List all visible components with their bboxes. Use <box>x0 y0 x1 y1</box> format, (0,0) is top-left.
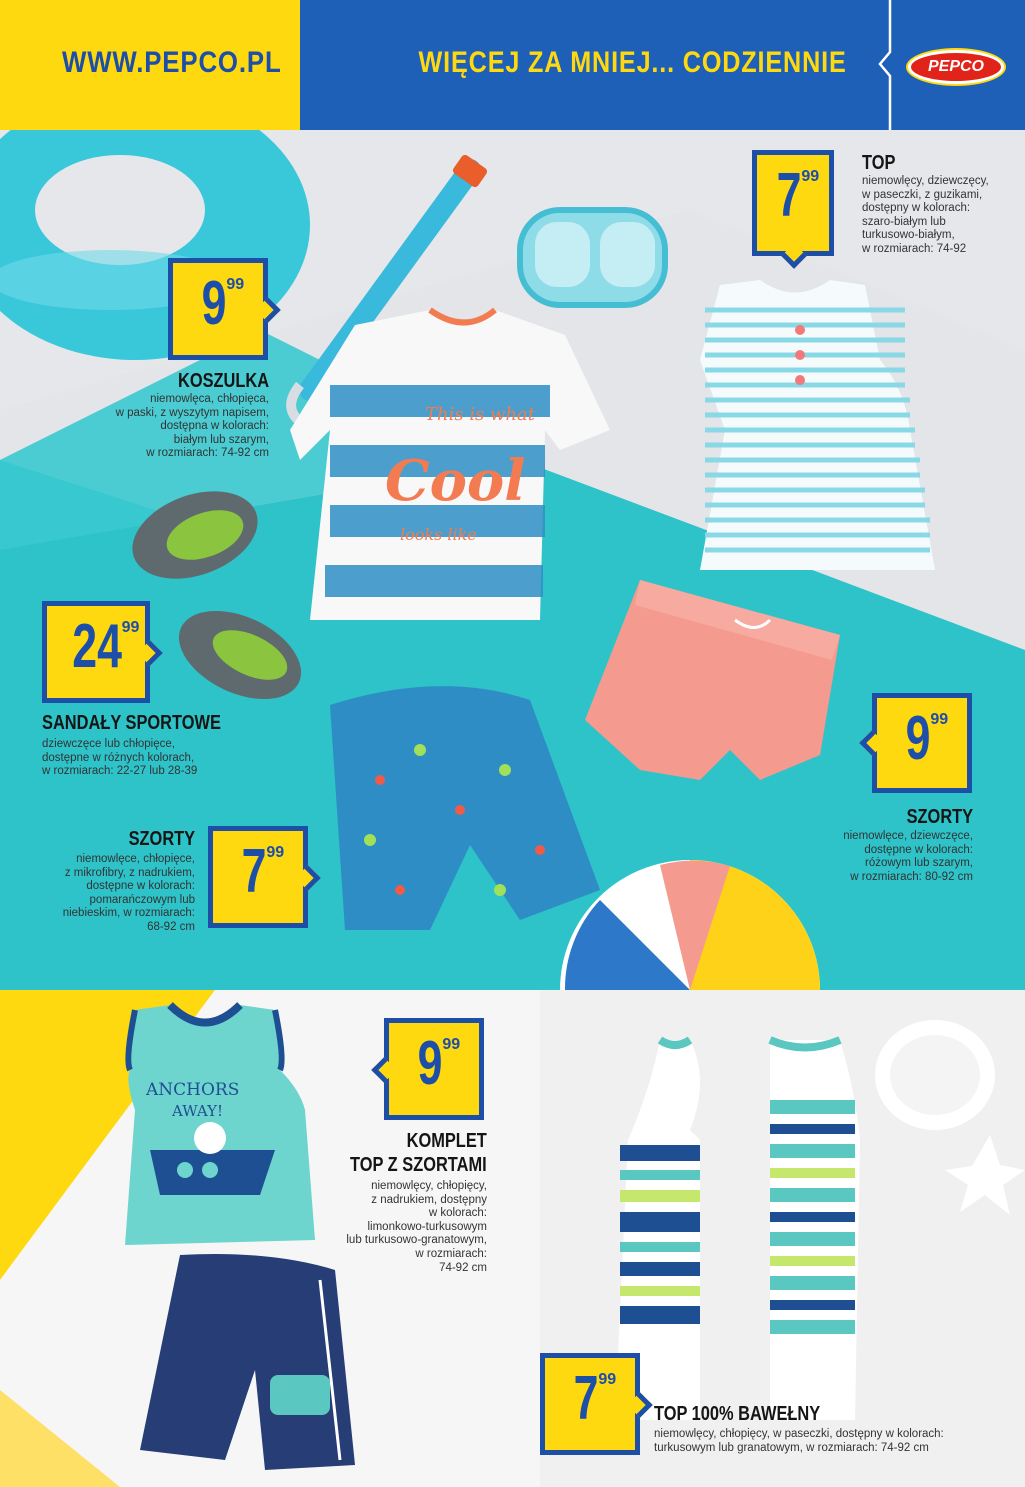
product-name-top: TOP <box>862 152 896 174</box>
tank-print-line1: ANCHORS <box>146 1080 240 1100</box>
price-decimal: 99 <box>226 276 245 293</box>
slogan: WIĘCEJ ZA MNIEJ... CODZIENNIE <box>418 46 847 79</box>
price-decimal: 99 <box>930 711 949 728</box>
price-tag-komplet <box>384 1018 484 1120</box>
product-name-szorty-boy: SZORTY <box>128 828 195 850</box>
product-name-sandaly: SANDAŁY SPORTOWE <box>42 712 221 734</box>
price-decimal: 99 <box>598 1371 617 1388</box>
product-name-szorty-girl: SZORTY <box>906 806 973 828</box>
price-integer: 7 <box>776 161 802 230</box>
seashell-image <box>875 1020 995 1130</box>
price-tag-top <box>752 150 834 256</box>
price-tag-sandaly <box>42 601 150 703</box>
price-integer: 9 <box>905 704 931 773</box>
tank-print-line2: AWAY! <box>172 1102 224 1120</box>
product-desc-szorty-boy: niemowlęce, chłopięce, z mikrofibry, z nadrukiem, dostępne w kolorach: pomarańczowym lub niebieskim, w rozmiarach: 68-92 cm <box>62 853 195 933</box>
product-name-komplet-line2: TOP Z SZORTAMI <box>350 1154 487 1176</box>
tshirt-print-line3: looks like <box>400 525 477 544</box>
product-desc-komplet: niemowlęcy, chłopięcy, z nadrukiem, dostępny w kolorach: limonkowo-turkusowym lub turkusowo-granatowym, w rozmiarach: 74-92 cm <box>346 1180 487 1274</box>
price-integer: 7 <box>241 837 267 906</box>
bottom-section-scene <box>0 990 1025 1487</box>
price-integer: 9 <box>201 269 227 338</box>
tshirt-print-line2: Cool <box>385 448 526 514</box>
bottom-section-background <box>0 990 1025 1487</box>
price-decimal: 99 <box>442 1036 461 1053</box>
product-name-koszulka: KOSZULKA <box>177 370 269 392</box>
price-decimal: 99 <box>266 844 285 861</box>
starfish-image <box>945 1135 1025 1215</box>
price-integer: 7 <box>573 1364 599 1433</box>
price-tag-koszulka <box>168 258 268 360</box>
product-desc-top: niemowlęcy, dziewczęcy, w paseczki, z guzikami, dostępny w kolorach: szaro-białym lub turkusowo-białym, w rozmiarach: 74-92 <box>862 175 989 255</box>
product-desc-koszulka: niemowlęca, chłopięca, w paski, z wyszytym napisem, dostępna w kolorach: białym lub szarym, w rozmiarach: 74-92 cm <box>115 393 269 460</box>
product-desc-szorty-girl: niemowlęce, dziewczęce, dostępne w kolorach: różowym lub szarym, w rozmiarach: 80-92 cm <box>843 830 973 883</box>
price-tag-top-bawelna <box>540 1353 640 1455</box>
product-name-komplet-line1: KOMPLET <box>406 1130 487 1152</box>
price-tag-szorty-boy <box>208 826 308 928</box>
pepco-logo[interactable]: PEPCO <box>908 50 1004 84</box>
product-name-top-bawelna: TOP 100% BAWEŁNY <box>654 1403 821 1425</box>
header <box>0 0 1025 130</box>
striped-top-image <box>700 280 935 570</box>
price-tag-szorty-girl <box>872 693 972 793</box>
price-integer: 9 <box>417 1029 443 1098</box>
tshirt-print-line1: This is what <box>425 404 535 425</box>
striped-tanks-image <box>615 1040 860 1420</box>
website-link[interactable]: WWW.PEPCO.PL <box>62 46 282 79</box>
price-decimal: 99 <box>121 619 140 636</box>
diving-mask-image <box>520 210 665 305</box>
price-decimal: 99 <box>801 168 820 185</box>
product-desc-sandaly: dziewczęce lub chłopięce, dostępne w różnych kolorach, w rozmiarach: 22-27 lub 28-39 <box>42 738 198 778</box>
price-integer: 24 <box>71 612 122 681</box>
product-desc-top-bawelna: niemowlęcy, chłopięcy, w paseczki, dostępny w kolorach: turkusowym lub granatowym, w rozmiarach: 74-92 cm <box>654 1428 944 1454</box>
header-divider <box>876 0 896 130</box>
